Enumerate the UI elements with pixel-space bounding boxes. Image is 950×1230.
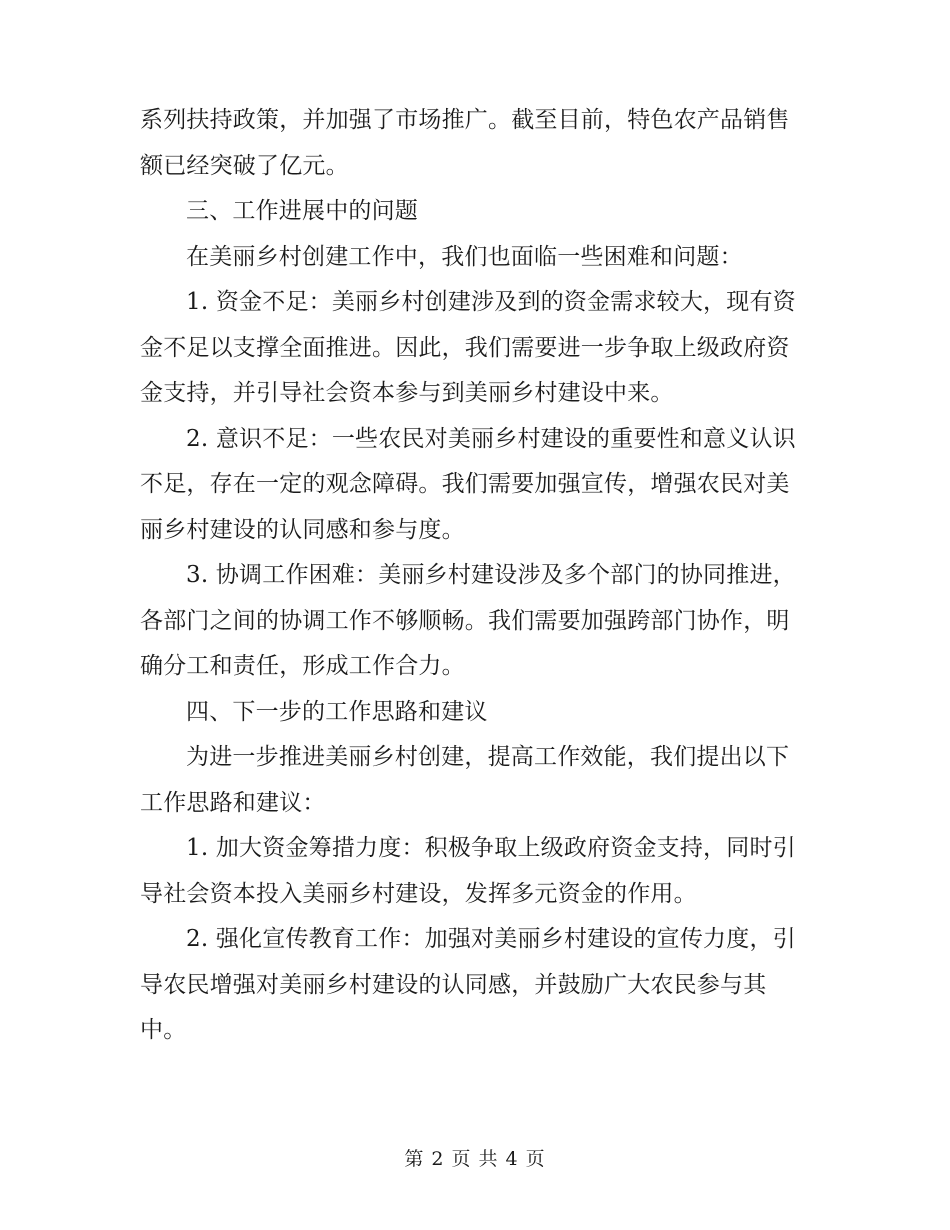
list-item-line: 1. 加大资金筹措力度：积极争取上级政府资金支持，同时引 [186,835,796,861]
page-number-footer: 第 2 页 共 4 页 [404,1148,546,1170]
text-line: 额已经突破了亿元。 [140,152,349,179]
list-item-line: 2. 意识不足：一些农民对美丽乡村建设的重要性和意义认识 [186,425,796,452]
text-line: 确分工和责任，形成工作合力。 [140,653,465,679]
text-line: 系列扶持政策，并加强了市场推广。截至目前，特色农产品销售 [140,107,790,133]
list-item-line: 3. 协调工作困难：美丽乡村建设涉及多个部门的协同推进， [186,562,796,588]
section-heading: 三、工作进展中的问题 [186,198,418,224]
text-line: 金支持，并引导社会资本参与到美丽乡村建设中来。 [140,380,674,406]
text-line: 工作思路和建议： [140,789,326,816]
text-line: 导社会资本投入美丽乡村建设，发挥多元资金的作用。 [140,880,697,907]
text-line: 金不足以支撑全面推进。因此，我们需要进一步争取上级政府资 [140,334,790,361]
text-line: 在美丽乡村创建工作中，我们也面临一些困难和问题： [186,243,743,270]
text-line: 导农民增强对美丽乡村建设的认同感，并鼓励广大农民参与其 [140,971,767,998]
text-line: 中。 [140,1017,187,1043]
text-line: 各部门之间的协调工作不够顺畅。我们需要加强跨部门协作，明 [140,607,790,634]
text-line: 不足，存在一定的观念障碍。我们需要加强宣传，增强农民对美 [140,471,790,497]
list-item-line: 2. 强化宣传教育工作：加强对美丽乡村建设的宣传力度，引 [186,926,796,952]
text-line: 丽乡村建设的认同感和参与度。 [140,516,465,543]
document-body [140,98,816,1054]
text-line: 为进一步推进美丽乡村创建，提高工作效能，我们提出以下 [186,744,790,770]
list-item-line: 1. 资金不足：美丽乡村创建涉及到的资金需求较大，现有资 [186,289,796,315]
section-heading: 四、下一步的工作思路和建议 [186,698,488,725]
